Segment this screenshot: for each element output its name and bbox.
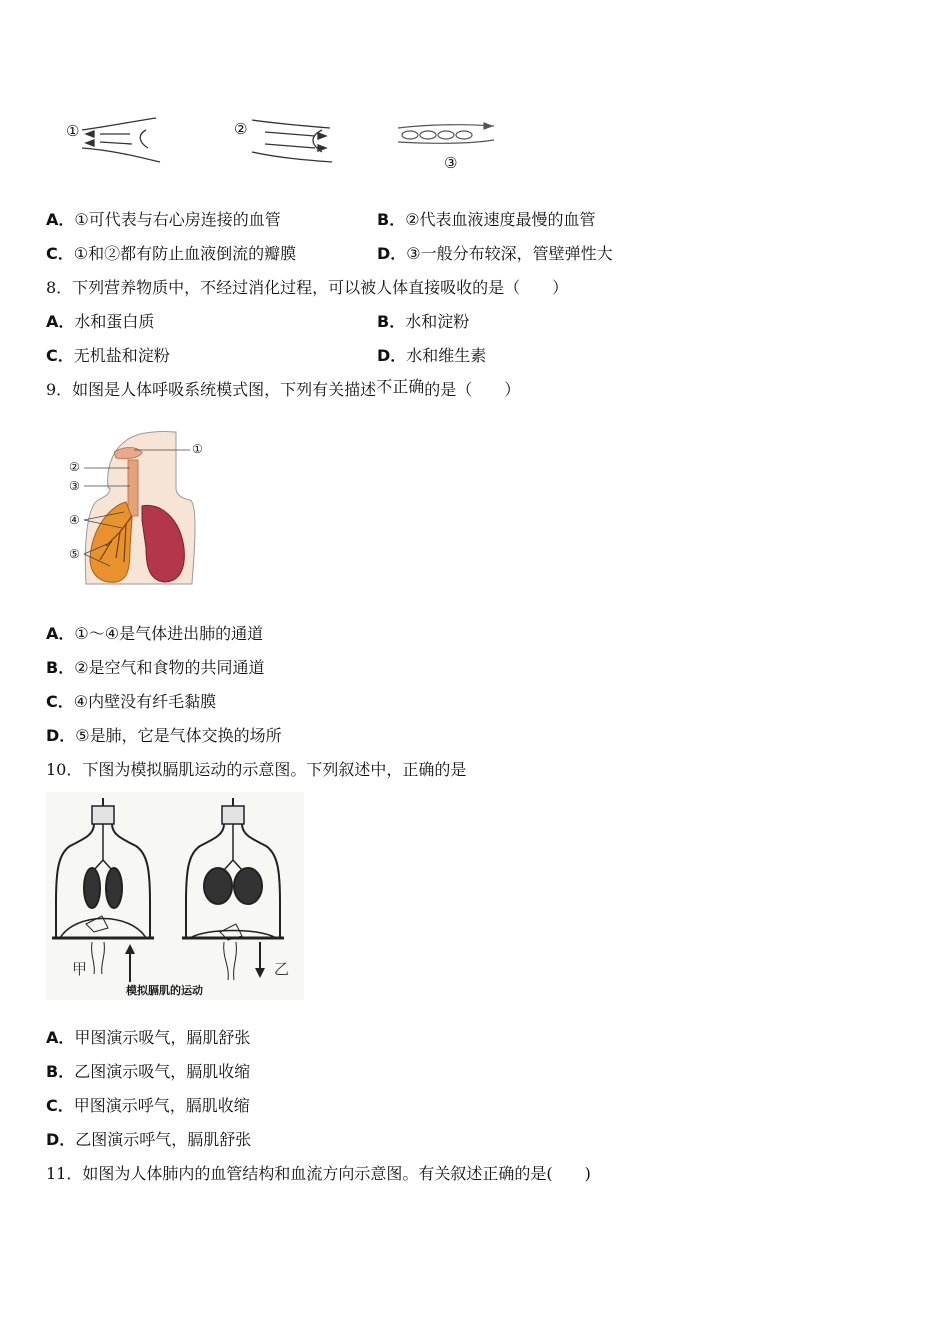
option-letter: D． <box>46 1130 76 1149</box>
model-label-jia: 甲 <box>72 960 88 978</box>
option-text: 无机盐和淀粉 <box>73 346 170 365</box>
q10-option-b[interactable] <box>46 1062 250 1082</box>
option-text: ①和②都有防止血液倒流的瓣膜 <box>73 244 297 263</box>
option-letter: B． <box>46 658 75 677</box>
option-letter: A． <box>46 1028 75 1047</box>
q11-stem: 11．如图为人体肺内的血管结构和血流方向示意图。有关叙述正确的是( ) <box>46 1164 591 1183</box>
option-text: ③一般分布较深，管壁弹性大 <box>406 244 613 263</box>
option-text: 乙图演示吸气，膈肌收缩 <box>74 1062 251 1081</box>
option-letter: C． <box>46 244 74 263</box>
vessel-1-diagram <box>82 118 160 162</box>
q8-option-d[interactable] <box>377 346 486 366</box>
option-letter: B． <box>377 210 406 229</box>
option-text: ①可代表与右心房连接的血管 <box>74 210 281 229</box>
option-letter: A． <box>46 624 75 643</box>
option-text: ②代表血液速度最慢的血管 <box>405 210 596 229</box>
vessel-2-label: ② <box>234 120 248 138</box>
option-letter: A． <box>46 312 75 331</box>
q7-option-c[interactable] <box>46 244 296 264</box>
vessel-1-label: ① <box>66 122 80 140</box>
option-letter: A． <box>46 210 75 229</box>
vessel-3-label: ③ <box>444 154 458 172</box>
model-caption: 模拟膈肌的运动 <box>126 984 203 997</box>
q9-option-c[interactable] <box>46 692 216 712</box>
option-text: 水和维生素 <box>406 346 487 365</box>
option-text: 乙图演示呼气，膈肌舒张 <box>75 1130 252 1149</box>
option-text: ②是空气和食物的共同通道 <box>74 658 265 677</box>
resp-label-1: ① <box>192 442 203 456</box>
q9-stem-raised: 不正确 <box>376 377 425 396</box>
q8-option-c[interactable] <box>46 346 170 366</box>
option-letter: C． <box>46 346 74 365</box>
q8-stem: 8．下列营养物质中，不经过消化过程，可以被人体直接吸收的是（ ） <box>46 278 569 297</box>
blood-vessel-figure <box>60 108 510 178</box>
q10-option-d[interactable] <box>46 1130 251 1150</box>
q9-option-a[interactable] <box>46 624 263 644</box>
option-letter: D． <box>46 726 76 745</box>
vessel-2-diagram <box>252 120 332 162</box>
option-letter: C． <box>46 692 74 711</box>
resp-label-2: ② <box>69 460 80 474</box>
option-text: ⑤是肺，它是气体交换的场所 <box>75 726 282 745</box>
q9-stem-prefix: 9．如图是人体呼吸系统模式图，下列有关描述 <box>46 380 377 399</box>
option-letter: B． <box>377 312 406 331</box>
resp-label-4: ④ <box>69 513 80 527</box>
resp-label-3: ③ <box>69 479 80 493</box>
option-text: 水和蛋白质 <box>74 312 155 331</box>
model-label-yi: 乙 <box>274 960 290 978</box>
option-letter: D． <box>377 244 407 263</box>
q9-option-b[interactable] <box>46 658 265 678</box>
option-letter: B． <box>46 1062 75 1081</box>
option-text: ④内壁没有纤毛黏膜 <box>73 692 217 711</box>
option-text: 甲图演示吸气，膈肌舒张 <box>74 1028 251 1047</box>
option-text: 甲图演示呼气，膈肌收缩 <box>73 1096 250 1115</box>
q7-option-b[interactable] <box>377 210 596 230</box>
option-letter: D． <box>377 346 407 365</box>
q8-option-a[interactable] <box>46 312 154 332</box>
q9-option-d[interactable] <box>46 726 282 746</box>
option-letter: C． <box>46 1096 74 1115</box>
q7-option-d[interactable] <box>377 244 613 264</box>
q10-option-a[interactable] <box>46 1028 250 1048</box>
q7-option-a[interactable] <box>46 210 281 230</box>
option-text: 水和淀粉 <box>405 312 470 331</box>
option-text: ①～④是气体进出肺的通道 <box>74 624 264 643</box>
q8-option-b[interactable] <box>377 312 469 332</box>
resp-label-5: ⑤ <box>69 547 80 561</box>
q10-option-c[interactable] <box>46 1096 250 1116</box>
q9-stem-suffix: 的是（ ） <box>424 380 521 399</box>
q9-stem <box>46 377 521 400</box>
vessel-3-diagram <box>398 123 494 143</box>
q10-stem: 10．下图为模拟膈肌运动的示意图。下列叙述中，正确的是 <box>46 760 467 779</box>
